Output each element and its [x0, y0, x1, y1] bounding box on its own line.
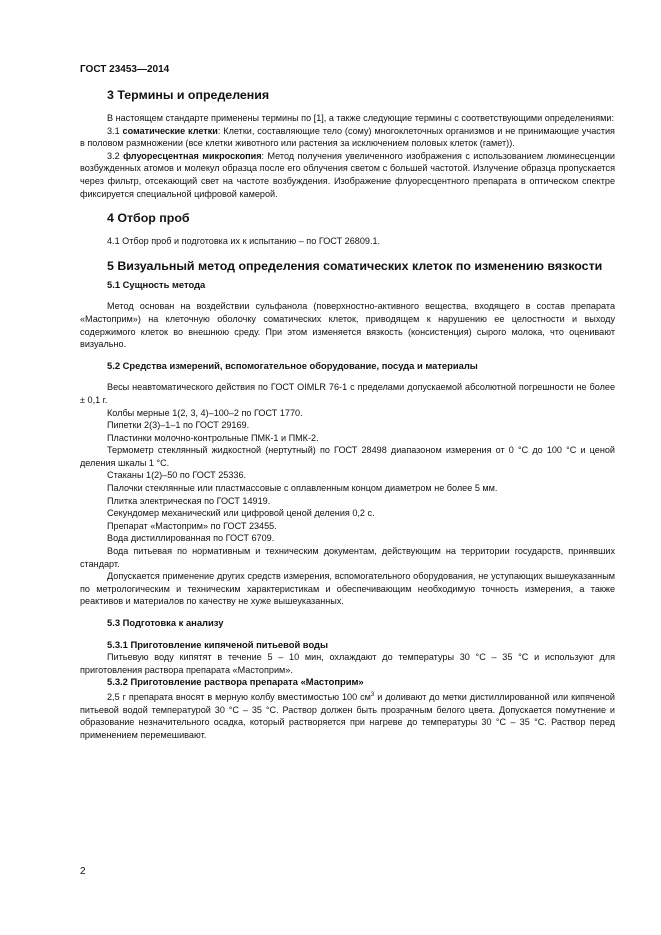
term-3-1-number: 3.1 — [107, 125, 120, 136]
equipment-item: Палочки стеклянные или пластмассовые с оплавленным концом диаметром не более 5 мм. — [107, 483, 498, 494]
section-4-title: 4 Отбор проб — [107, 211, 190, 226]
equipment-item: Плитка электрическая по ГОСТ 14919. — [107, 495, 271, 506]
term-3-1 — [80, 125, 615, 150]
equipment-item: Вода питьевая по нормативным и техническим документам, действующим на территории государств, принявших стандарт. — [80, 546, 615, 569]
equipment-item: Вода дистиллированная по ГОСТ 6709. — [107, 533, 275, 544]
section-3-intro: В настоящем стандарте применены термины по [1], а также следующие термины с соответствующими определениями: — [107, 113, 614, 123]
section-5-1-text: Метод основан на воздействии сульфанола (поверхностно-активного вещества, входящего в состав препарата «Мастоприм») на клеточную оболочку соматических клеток, приводящем к нарушению ее целостности и выходу содержимого клеток во внешнюю среду. При этом изменяется вязкость (консистенция) сырого молока, что оценивают визуально. — [80, 301, 615, 350]
term-3-1-definition: : Клетки, составляющие тело (сому) многоклеточных организмов и не принимающие участия в половом размножении (все клетки животного или растения за исключением половых клеток (гамет)). — [80, 125, 615, 149]
section-3-title: 3 Термины и определения — [107, 88, 270, 102]
equipment-item: Пластинки молочно-контрольные ПМК-1 и ПМК-2. — [107, 432, 319, 443]
section-5-3-2-text — [80, 689, 615, 741]
page-number: 2 — [80, 866, 86, 877]
section-5-3-2-text-b: и доливают до метки дистиллированной или кипяченой питьевой водой температурой 30 °С – 35 °С. Раствор должен быть прозрачным белого цвета. Допускается помутнение и образование незначительного осадка, который растворяется при нагреве до температуры 30 °С – 35 °С. Раствор перед применением перемешивают. — [80, 692, 615, 740]
equipment-item: Секундомер механический или цифровой ценой деления 0,2 с. — [107, 508, 375, 519]
term-3-2-definition: : Метод получения увеличенного изображения с использованием люминесценции возбужденных атомов и молекул образца после его облучения светом с большей частотой. Излучение образца пропускается через фильтр, отсекающий свет на частоте возбуждения. Изображение флуоресцентного препарата в оптическом спектре фиксируется специальной цифровой камерой. — [80, 150, 616, 199]
term-3-1-term: соматические клетки — [122, 125, 218, 136]
section-4-1: 4.1 Отбор проб и подготовка их к испытанию – по ГОСТ 26809.1. — [107, 236, 381, 247]
equipment-item: Стаканы 1(2)–50 по ГОСТ 25336. — [107, 470, 247, 481]
section-5-1-title: 5.1 Сущность метода — [107, 278, 206, 290]
equipment-item: Колбы мерные 1(2, 3, 4)–100–2 по ГОСТ 1770. — [107, 407, 303, 418]
equipment-item: Препарат «Мастоприм» по ГОСТ 23455. — [107, 520, 277, 531]
term-3-2 — [80, 150, 615, 200]
section-5-2-title: 5.2 Средства измерений, вспомогательное оборудование, посуда и материалы — [107, 359, 478, 371]
section-5-3-2-title: 5.3.2 Приготовление раствора препарата «Мастоприм» — [107, 676, 364, 688]
section-5-3-title: 5.3 Подготовка к анализу — [107, 617, 224, 628]
term-3-2-number: 3.2 — [107, 150, 120, 161]
standard-header: ГОСТ 23453—2014 — [80, 64, 170, 75]
section-5-title: 5 Визуальный метод определения соматических клеток по изменению вязкости — [107, 258, 603, 273]
document-body — [80, 88, 615, 741]
superscript-3: 3 — [370, 691, 375, 698]
section-5-3-1-title: 5.3.1 Приготовление кипяченой питьевой воды — [107, 638, 329, 650]
section-5-3-2-text-a: 2,5 г препарата вносят в мерную колбу вместимостью 100 см — [107, 692, 371, 702]
section-5-3-1-text: Питьевую воду кипятят в течение 5 – 10 мин, охлаждают до температуры 30 °С – 35 °С и используют для приготовления раствора препарата «Мастоприм». — [80, 652, 615, 675]
equipment-item: Весы неавтоматического действия по ГОСТ OIMLR 76-1 с пределами допускаемой абсолютной погрешности не более ± 0,1 г. — [80, 382, 615, 405]
equipment-item: Пипетки 2(3)–1–1 по ГОСТ 29169. — [107, 420, 250, 431]
term-3-2-term: флуоресцентная микроскопия — [123, 150, 262, 161]
equipment-note: Допускается применение других средств измерения, вспомогательного оборудования, не уступающих вышеуказанным по метрологическим и техническим характеристикам и обеспечивающим необходимую точность измерения, а также реактивов и материалов по качеству не хуже вышеуказанных. — [80, 571, 615, 607]
equipment-item: Термометр стеклянный жидкостной (нертутный) по ГОСТ 28498 диапазоном измерения от 0 °С до 100 °С и ценой деления шкалы 1 °С. — [80, 445, 615, 468]
